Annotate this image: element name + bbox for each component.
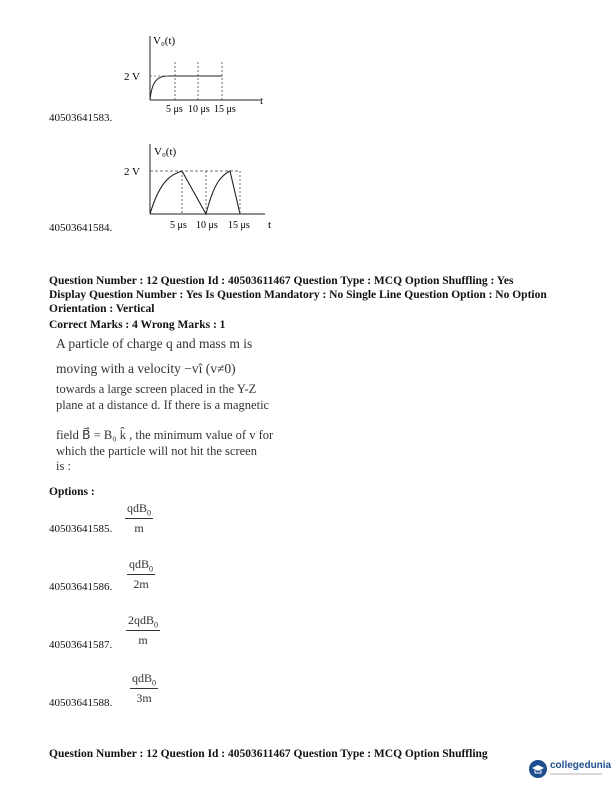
tick-label: 10 μs — [196, 220, 218, 231]
option-id-40503641588: 40503641588. — [49, 697, 113, 709]
option-id-40503641585: 40503641585. — [49, 523, 113, 535]
logo-text: collegedunia — [550, 760, 612, 771]
marks-line: Correct Marks : 4 Wrong Marks : 1 — [49, 319, 226, 331]
option-numerator: qdB — [132, 671, 153, 685]
question-line: moving with a velocity −vî (v≠0) — [56, 361, 236, 376]
tick-label: 15 μs — [228, 220, 250, 231]
x-axis-label: t — [260, 95, 264, 107]
question-line: which the particle will not hit the screen — [56, 444, 257, 458]
rectified-wave-graph — [110, 138, 290, 236]
waveform — [150, 171, 240, 214]
y-axis-label: V₀(t) — [153, 35, 176, 47]
x-axis-label: t — [268, 219, 272, 231]
option-fraction[interactable]: 2qdB$_0$ m — [128, 613, 159, 648]
option-id-40503641584: 40503641584. — [49, 222, 113, 234]
option-id-40503641583: 40503641583. — [49, 112, 113, 124]
tick-label: 5 μs — [166, 104, 183, 115]
level-label: 2 V — [124, 71, 140, 83]
meta-line: Orientation : Vertical — [49, 303, 155, 315]
meta-line: Question Number : 12 Question Id : 40503611467 Question Type : MCQ Option Shuffling : Yes — [49, 275, 514, 287]
option-id-40503641587: 40503641587. — [49, 639, 113, 651]
meta-line: Display Question Number : Yes Is Question Mandatory : No Single Line Question Option : No Option — [49, 289, 547, 301]
tick-label: 15 μs — [214, 104, 236, 115]
waveform — [150, 76, 222, 100]
option-denominator: m — [134, 521, 144, 536]
option-denominator: 3m — [136, 691, 152, 706]
square-wave-graph — [110, 28, 280, 128]
option-id-40503641586: 40503641586. — [49, 581, 113, 593]
level-label: 2 V — [124, 166, 140, 178]
option-numerator: qdB — [127, 501, 148, 515]
question-meta — [49, 274, 589, 316]
question-line: A particle of charge q and mass m is — [56, 336, 253, 351]
options-label: Options : — [49, 486, 95, 498]
question-line: plane at a distance d. If there is a magnetic — [56, 398, 270, 412]
collegedunia-logo — [528, 754, 612, 784]
graduation-cap-icon — [528, 759, 548, 779]
y-axis-label: V₀(t) — [154, 146, 177, 158]
option-fraction[interactable]: qdB$_0$ 2m — [129, 557, 154, 592]
option-numerator: qdB — [129, 557, 150, 571]
question-text — [56, 334, 306, 474]
option-denominator: 2m — [133, 577, 149, 592]
question-line: is : — [56, 459, 71, 473]
option-numerator: 2qdB — [128, 613, 155, 627]
tick-label: 10 μs — [188, 104, 210, 115]
option-denominator: m — [138, 633, 148, 648]
option-fraction[interactable]: qdB$_0$ 3m — [132, 671, 157, 706]
question-line: field B⃗ = B₀ k̂ , the minimum value of v for — [56, 428, 274, 442]
question-line: towards a large screen placed in the Y-Z — [56, 382, 257, 396]
option-fraction[interactable]: qdB$_0$ m — [127, 501, 152, 536]
next-question-meta: Question Number : 12 Question Id : 40503611467 Question Type : MCQ Option Shuffling — [49, 748, 488, 760]
tick-label: 5 μs — [170, 220, 187, 231]
logo-tagline-bar — [550, 773, 602, 775]
